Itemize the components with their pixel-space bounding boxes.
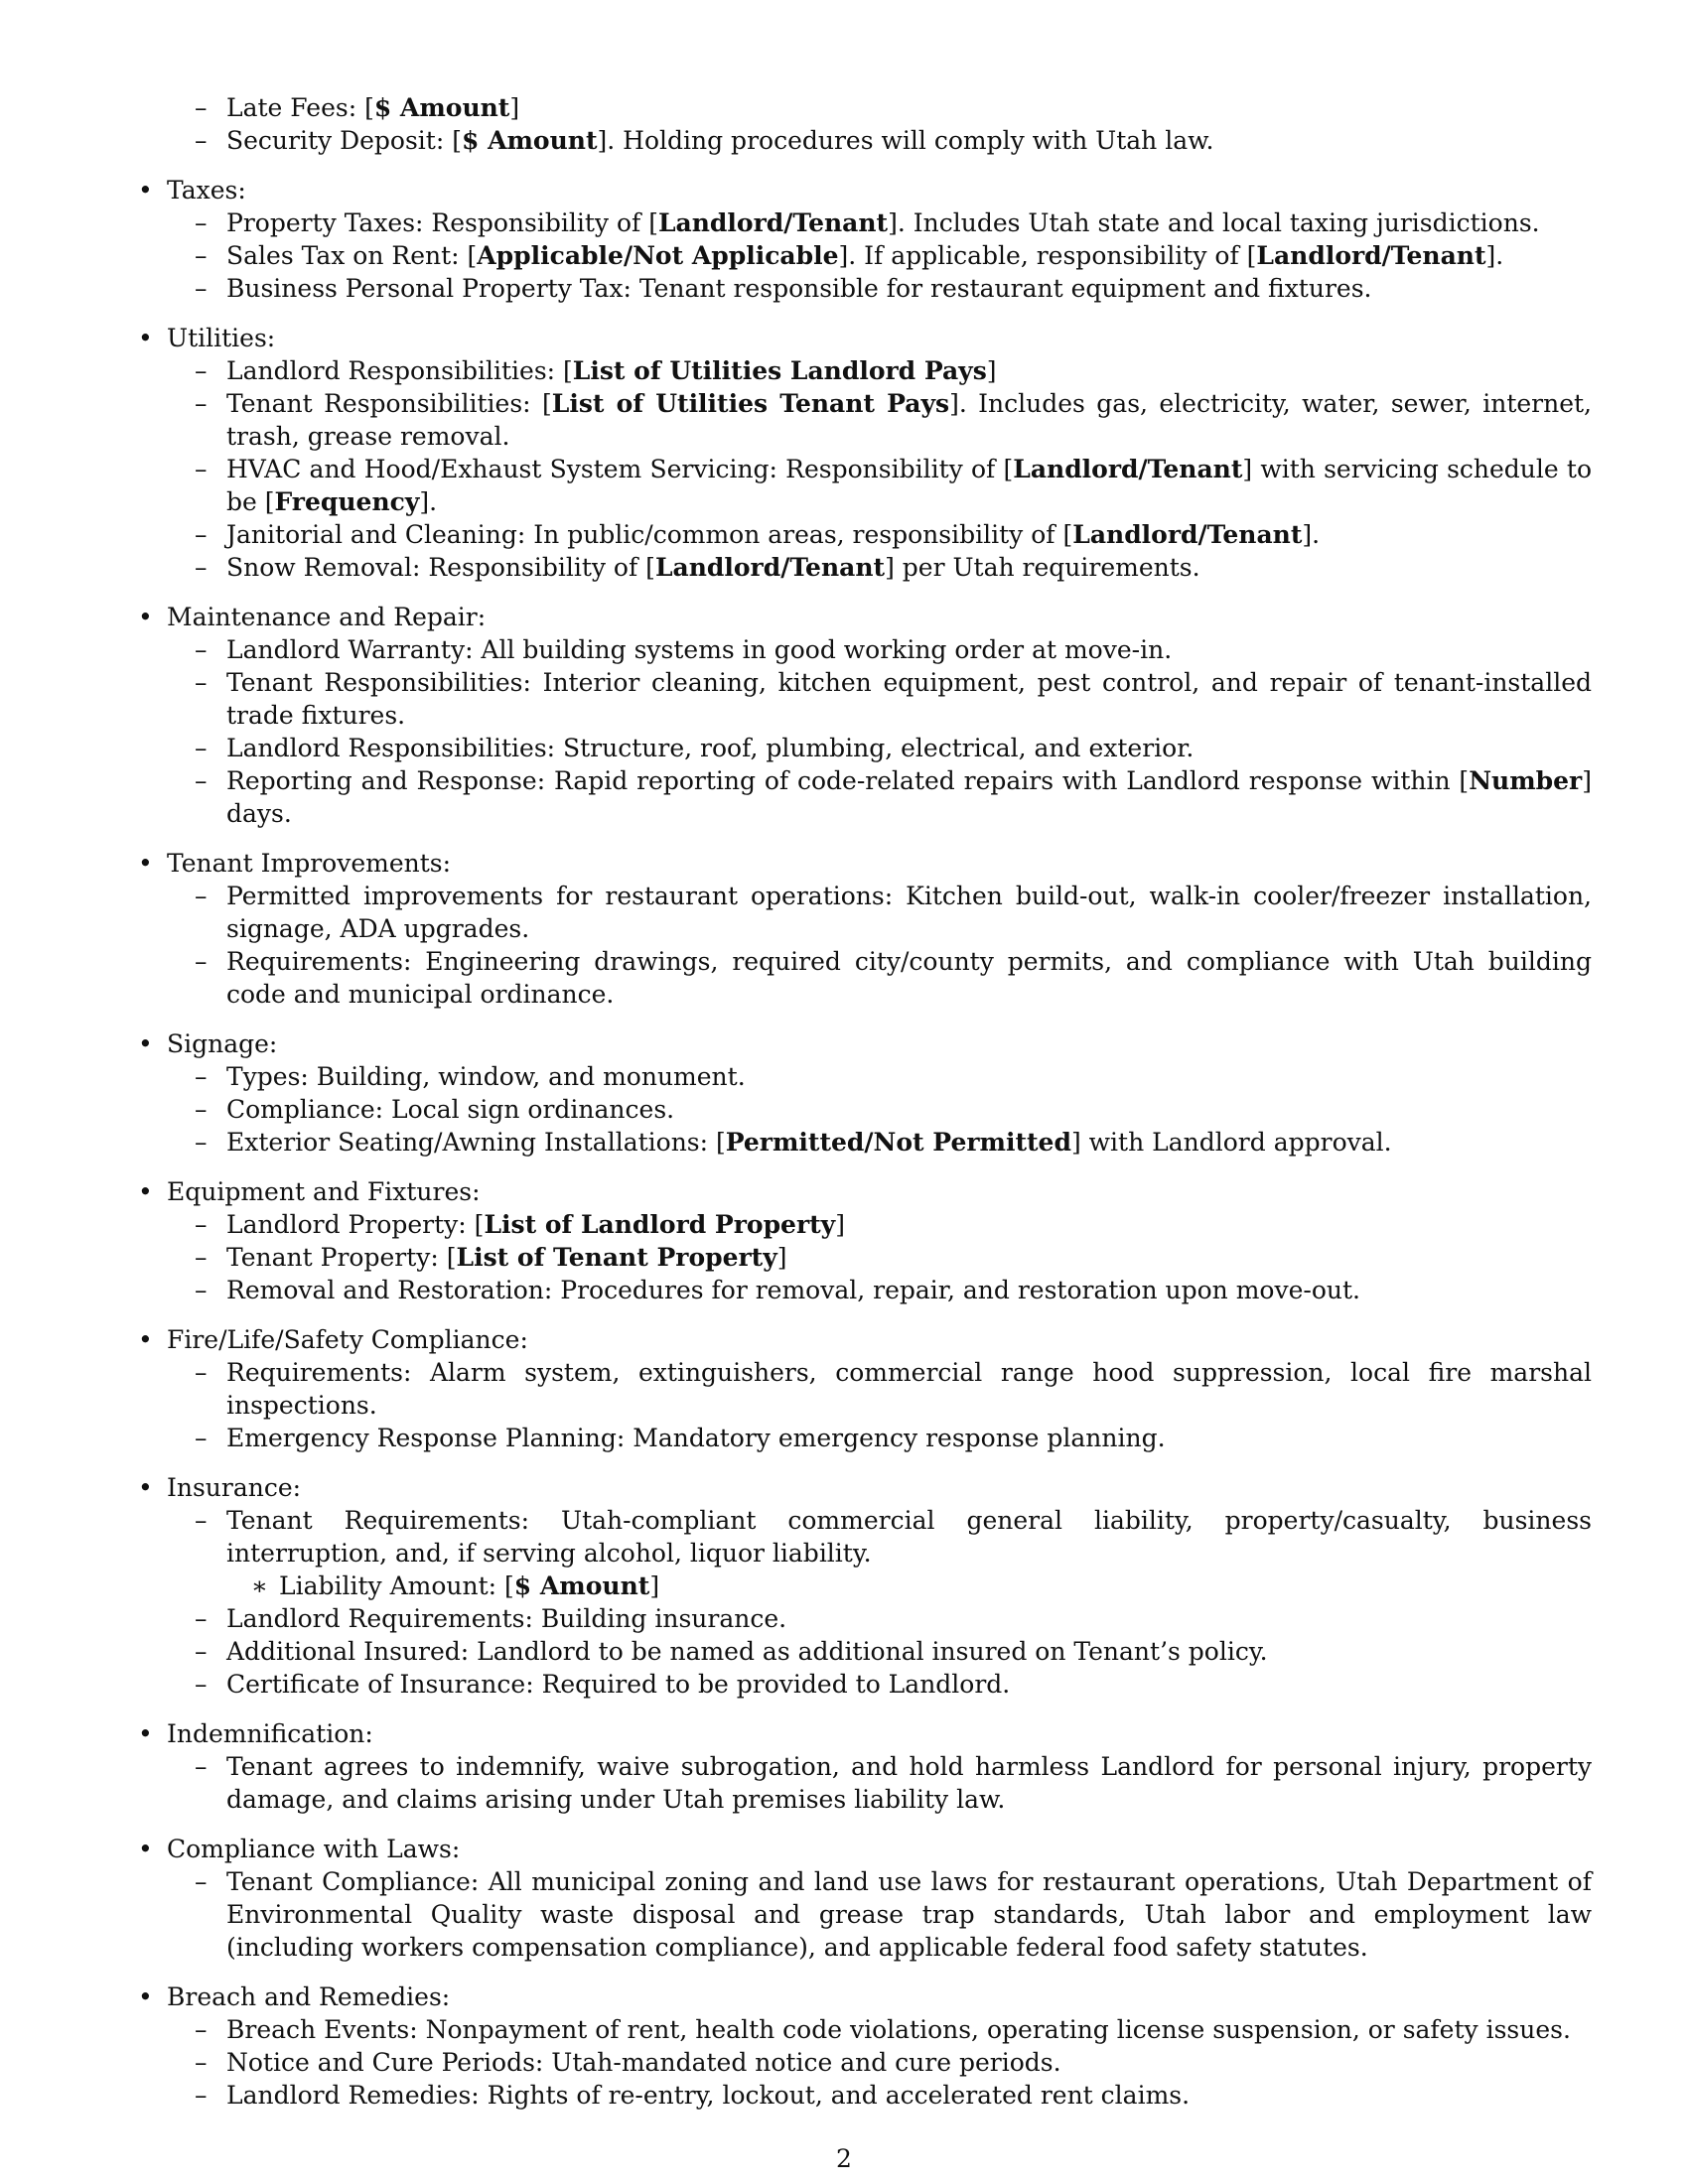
sub-item-list (167, 1865, 1592, 1964)
sub-item-list (167, 1504, 1592, 1701)
sub-item-text (226, 1635, 1592, 1668)
dash-icon: – (195, 766, 208, 795)
text-run: ] (776, 1243, 787, 1272)
dash-icon: – (195, 356, 208, 385)
text-run: Landlord Remedies: Rights of re-entry, lockout, and accelerated rent claims. (226, 2081, 1191, 2110)
bullet-icon: • (138, 1177, 153, 1206)
text-run: Permitted improvements for restaurant operations: Kitchen build-out, walk-in cooler/freezer installation, signage, ADA upgrades. (226, 882, 1592, 943)
section-title: Maintenance and Repair: (167, 603, 487, 631)
text-run: ]. (419, 487, 438, 516)
sub-item (167, 1422, 1592, 1454)
sub-item-list (167, 1208, 1592, 1306)
sub-item (167, 551, 1592, 584)
dash-icon: – (195, 1424, 208, 1452)
sub-item (167, 206, 1592, 239)
sub-item (167, 666, 1592, 732)
sub-item (167, 518, 1592, 551)
sub-item (167, 633, 1592, 666)
text-run: Sales Tax on Rent: [ (226, 241, 478, 270)
text-run: ]. Includes Utah state and local taxing jurisdictions. (888, 208, 1540, 237)
dash-icon: – (195, 455, 208, 483)
bullet-icon: • (138, 1719, 153, 1748)
dash-icon: – (195, 1867, 208, 1896)
page-number: 2 (836, 2144, 852, 2173)
text-run: ] (509, 93, 520, 122)
sub-item-list (167, 2013, 1592, 2112)
section-item (132, 1175, 1592, 1306)
dash-icon: – (195, 126, 208, 155)
sub-item (167, 91, 1592, 124)
section-title: Compliance with Laws: (167, 1835, 461, 1863)
dash-icon: – (195, 2048, 208, 2077)
sub-item (167, 732, 1592, 764)
sub-item-text (226, 91, 1592, 124)
section-item (132, 322, 1592, 584)
nested-item-list (226, 1570, 1592, 1602)
sub-item-text (226, 239, 1592, 272)
dash-icon: – (195, 1095, 208, 1124)
sub-item (167, 124, 1592, 157)
text-run: Additional Insured: Landlord to be named as additional insured on Tenant’s policy. (226, 1637, 1268, 1666)
placeholder-field: List of Utilities Tenant Pays (551, 389, 950, 418)
sub-item-text (226, 1865, 1592, 1964)
section-title: Fire/Life/Safety Compliance: (167, 1325, 528, 1354)
text-run: Property Taxes: Responsibility of [ (226, 208, 658, 237)
sub-item-list (167, 880, 1592, 1011)
sub-item (167, 387, 1592, 453)
dash-icon: – (195, 1670, 208, 1699)
sub-item-text (226, 206, 1592, 239)
text-run: Security Deposit: [ (226, 126, 462, 155)
text-run: ]. If applicable, responsibility of [ (838, 241, 1257, 270)
sub-item-text (226, 453, 1592, 518)
sub-item-list (167, 633, 1592, 830)
text-run: Reporting and Response: Rapid reporting of code-related repairs with Landlord response within [ (226, 766, 1470, 795)
dash-icon: – (195, 668, 208, 697)
section-title: Signage: (167, 1029, 278, 1058)
placeholder-field: Landlord/Tenant (654, 553, 886, 582)
section-item (132, 1833, 1592, 1964)
text-run: Requirements: Engineering drawings, required city/county permits, and compliance with Utah building code and municipal ordinance. (226, 947, 1592, 1009)
sub-item-list (167, 1356, 1592, 1454)
sub-item (167, 945, 1592, 1011)
sub-item-list (167, 206, 1592, 305)
dash-icon: – (195, 553, 208, 582)
sub-item-list (167, 354, 1592, 584)
sub-item-text (226, 1093, 1592, 1126)
sub-item-text (226, 732, 1592, 764)
bullet-icon: • (138, 603, 153, 631)
dash-icon: – (195, 389, 208, 418)
sub-item (167, 453, 1592, 518)
sub-item (167, 272, 1592, 305)
sub-item (167, 1126, 1592, 1159)
text-run: Notice and Cure Periods: Utah-mandated notice and cure periods. (226, 2048, 1061, 2077)
sub-item-text (226, 1060, 1592, 1093)
sub-item-text (226, 387, 1592, 453)
sub-item-text (226, 354, 1592, 387)
section-item (132, 174, 1592, 305)
text-run: Requirements: Alarm system, extinguishers, commercial range hood suppression, local fire marshal inspections. (226, 1358, 1592, 1420)
sub-item (167, 1093, 1592, 1126)
text-run: ] (986, 356, 997, 385)
dash-icon: – (195, 2081, 208, 2110)
dash-icon: – (195, 947, 208, 976)
section-item (132, 601, 1592, 830)
text-run: ] (649, 1571, 660, 1600)
dash-icon: – (195, 1637, 208, 1666)
text-run: Types: Building, window, and monument. (226, 1062, 746, 1091)
text-run: Liability Amount: [ (279, 1571, 514, 1600)
text-run: ] with Landlord approval. (1070, 1128, 1392, 1157)
sub-item (167, 1750, 1592, 1816)
sub-item-text (226, 272, 1592, 305)
sub-item-text (226, 124, 1592, 157)
dash-icon: – (195, 2015, 208, 2044)
bullet-icon: • (138, 849, 153, 878)
text-run: Tenant agrees to indemnify, waive subrogation, and hold harmless Landlord for personal injury, property damage, and claims arising under Utah premises liability law. (226, 1752, 1592, 1814)
sub-item-text (226, 1504, 1592, 1570)
dash-icon: – (195, 520, 208, 549)
dash-icon: – (195, 1276, 208, 1304)
text-run: Business Personal Property Tax: Tenant responsible for restaurant equipment and fixtures. (226, 274, 1372, 303)
bullet-icon: • (138, 1325, 153, 1354)
text-run: Landlord Property: [ (226, 1210, 485, 1239)
placeholder-field: Landlord/Tenant (657, 208, 889, 237)
text-run: Tenant Responsibilities: [ (226, 389, 552, 418)
placeholder-field: Number (1469, 766, 1583, 795)
text-run: Exterior Seating/Awning Installations: [ (226, 1128, 726, 1157)
dash-icon: – (195, 1128, 208, 1157)
sub-item (167, 1602, 1592, 1635)
text-run: ]. (1302, 520, 1321, 549)
text-run: Compliance: Local sign ordinances. (226, 1095, 675, 1124)
sub-item (167, 1060, 1592, 1093)
sub-item-text (226, 1750, 1592, 1816)
text-run: Janitorial and Cleaning: In public/common areas, responsibility of [ (226, 520, 1073, 549)
section-item (132, 847, 1592, 1011)
sub-item (167, 239, 1592, 272)
text-run: Tenant Requirements: Utah-compliant commercial general liability, property/casualty, business interruption, and, if serving alcohol, liquor liability. (226, 1506, 1592, 1568)
section-item (132, 1471, 1592, 1701)
text-run: ] per Utah requirements. (885, 553, 1200, 582)
sub-item-text (226, 1602, 1592, 1635)
sub-item-text (226, 1126, 1592, 1159)
sub-item-text (226, 1274, 1592, 1306)
placeholder-field: List of Landlord Property (484, 1210, 836, 1239)
sub-item (167, 764, 1592, 830)
text-run: Removal and Restoration: Procedures for removal, repair, and restoration upon move-out. (226, 1276, 1360, 1304)
sub-item-text (226, 880, 1592, 945)
nested-item (226, 1570, 1592, 1602)
sub-item (167, 2013, 1592, 2046)
section-item (132, 91, 1592, 157)
sub-item-text (226, 551, 1592, 584)
section-title: Taxes: (167, 176, 246, 205)
dash-icon: – (195, 635, 208, 664)
placeholder-field: $ Amount (461, 126, 598, 155)
text-run: ] with servicing schedule to be [ (226, 455, 1592, 516)
asterisk-icon: ∗ (251, 1571, 268, 1600)
dash-icon: – (195, 93, 208, 122)
section-title: Equipment and Fixtures: (167, 1177, 481, 1206)
text-run: ]. Holding procedures will comply with Utah law. (597, 126, 1214, 155)
dash-icon: – (195, 1506, 208, 1535)
sub-item (167, 1504, 1592, 1602)
sub-item-text (226, 2013, 1592, 2046)
dash-icon: – (195, 1062, 208, 1091)
text-run: Tenant Property: [ (226, 1243, 457, 1272)
section-title: Breach and Remedies: (167, 1982, 451, 2011)
sub-item-text (226, 1668, 1592, 1701)
sub-item (167, 1668, 1592, 1701)
sub-item (167, 1635, 1592, 1668)
text-run: HVAC and Hood/Exhaust System Servicing: Responsibility of [ (226, 455, 1014, 483)
sub-item (167, 1274, 1592, 1306)
text-run: Landlord Warranty: All building systems in good working order at move-in. (226, 635, 1173, 664)
sub-item-list (167, 1750, 1592, 1816)
placeholder-field: List of Tenant Property (456, 1243, 777, 1272)
text-run: Landlord Responsibilities: Structure, roof, plumbing, electrical, and exterior. (226, 734, 1195, 762)
section-title: Tenant Improvements: (167, 849, 452, 878)
section-item (132, 1980, 1592, 2112)
sub-item (167, 880, 1592, 945)
section-title: Utilities: (167, 324, 276, 352)
placeholder-field: Frequency (274, 487, 420, 516)
sub-item-text (226, 633, 1592, 666)
dash-icon: – (195, 274, 208, 303)
placeholder-field: Applicable/Not Applicable (477, 241, 839, 270)
placeholder-field: $ Amount (373, 93, 510, 122)
text-run: Late Fees: [ (226, 93, 374, 122)
dash-icon: – (195, 1604, 208, 1633)
bullet-icon: • (138, 1029, 153, 1058)
bullet-icon: • (138, 1473, 153, 1502)
document-body (132, 91, 1592, 2112)
placeholder-field: List of Utilities Landlord Pays (572, 356, 987, 385)
nested-item-text (279, 1570, 1592, 1602)
dash-icon: – (195, 882, 208, 910)
bullet-icon: • (138, 324, 153, 352)
text-run: Tenant Responsibilities: Interior cleaning, kitchen equipment, pest control, and repair of tenant-installed trade fixtures. (226, 668, 1592, 730)
text-run: ] (835, 1210, 845, 1239)
sub-item-text (226, 666, 1592, 732)
section-title: Indemnification: (167, 1719, 373, 1748)
sub-item-text (226, 2079, 1592, 2112)
bullet-icon: • (138, 1982, 153, 2011)
placeholder-field: $ Amount (513, 1571, 650, 1600)
sub-item (167, 1241, 1592, 1274)
placeholder-field: Landlord/Tenant (1013, 455, 1243, 483)
section-list (132, 91, 1592, 2112)
dash-icon: – (195, 1358, 208, 1387)
text-run: Tenant Compliance: All municipal zoning and land use laws for restaurant operations, Utah Department of Environmental Quality waste disposal and grease trap standards, Utah labor and employment law (including workers compensation compliance), and applicable federal food safety statutes. (226, 1867, 1592, 1962)
sub-item (167, 354, 1592, 387)
sub-item-text (226, 945, 1592, 1011)
sub-item (167, 2079, 1592, 2112)
bullet-icon: • (138, 1835, 153, 1863)
dash-icon: – (195, 734, 208, 762)
bullet-icon: • (138, 176, 153, 205)
sub-item (167, 1356, 1592, 1422)
text-run: Landlord Responsibilities: [ (226, 356, 573, 385)
sub-item (167, 1865, 1592, 1964)
section-item (132, 1323, 1592, 1454)
text-run: Certificate of Insurance: Required to be provided to Landlord. (226, 1670, 1011, 1699)
sub-item-text (226, 1241, 1592, 1274)
sub-item-text (226, 518, 1592, 551)
text-run: ]. Includes gas, electricity, water, sewer, internet, trash, grease removal. (226, 389, 1593, 451)
dash-icon: – (195, 1752, 208, 1781)
placeholder-field: Permitted/Not Permitted (725, 1128, 1071, 1157)
sub-item (167, 2046, 1592, 2079)
sub-item-list (167, 1060, 1592, 1159)
sub-item-text (226, 1208, 1592, 1241)
text-run: Snow Removal: Responsibility of [ (226, 553, 655, 582)
dash-icon: – (195, 1243, 208, 1272)
sub-item-text (226, 764, 1592, 830)
text-run: Breach Events: Nonpayment of rent, health code violations, operating license suspension, or safety issues. (226, 2015, 1571, 2044)
text-run: Emergency Response Planning: Mandatory emergency response planning. (226, 1424, 1166, 1452)
text-run: ]. (1485, 241, 1504, 270)
section-item (132, 1717, 1592, 1816)
sub-item-text (226, 1356, 1592, 1422)
dash-icon: – (195, 1210, 208, 1239)
sub-item-text (226, 1422, 1592, 1454)
text-run: Landlord Requirements: Building insurance. (226, 1604, 787, 1633)
section-title: Insurance: (167, 1473, 302, 1502)
sub-item (167, 1208, 1592, 1241)
section-item (132, 1027, 1592, 1159)
sub-item-text (226, 2046, 1592, 2079)
dash-icon: – (195, 208, 208, 237)
text-run: ] days. (226, 766, 1592, 828)
placeholder-field: Landlord/Tenant (1072, 520, 1303, 549)
dash-icon: – (195, 241, 208, 270)
sub-item-list (167, 91, 1592, 157)
placeholder-field: Landlord/Tenant (1256, 241, 1486, 270)
